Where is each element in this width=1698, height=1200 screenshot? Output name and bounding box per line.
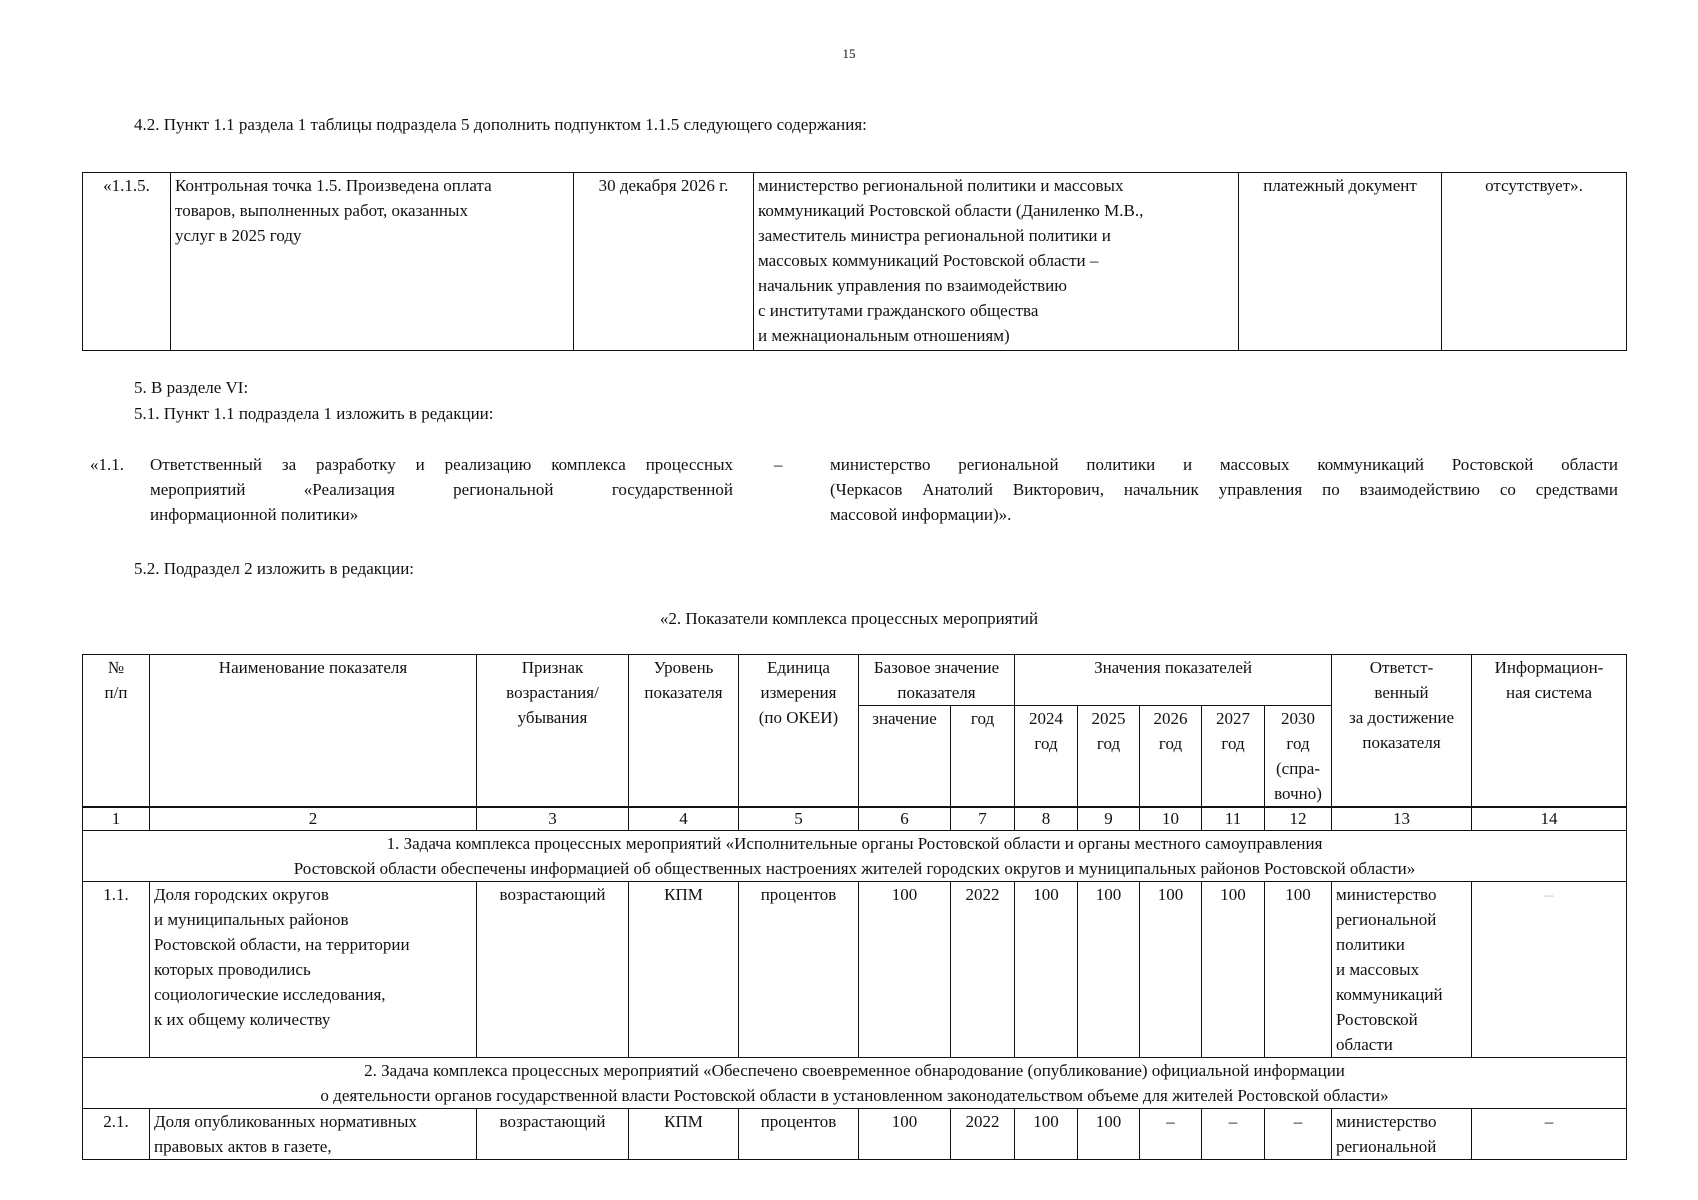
header-row — [83, 655, 1627, 706]
paragraph-5-2: 5.2. Подраздел 2 изложить в редакции: — [134, 559, 415, 578]
block-left-line: информационной политики» — [150, 505, 359, 524]
resp-line: коммуникаций — [1336, 985, 1443, 1004]
paragraph-5-1: 5.1. Пункт 1.1 подраздела 1 изложить в редакции: — [134, 404, 494, 423]
cell-document: платежный документ — [1239, 173, 1442, 351]
task-heading-1 — [83, 831, 1627, 882]
header-line: п/п — [104, 683, 128, 702]
block-left-text — [150, 452, 733, 527]
base-year: 2022 — [951, 1109, 1015, 1160]
value-2026: – — [1140, 1109, 1202, 1160]
column-number: 9 — [1078, 807, 1140, 831]
cell-name — [171, 173, 574, 351]
value-2027: – — [1202, 1109, 1265, 1160]
header-line: Уровень — [653, 658, 714, 677]
header-number — [83, 655, 150, 808]
indicator-name — [150, 1109, 477, 1160]
indicators-table — [82, 654, 1627, 1160]
resp-line: Ростовской — [1336, 1010, 1418, 1029]
name-line: которых проводились — [154, 960, 311, 979]
column-number: 5 — [739, 807, 859, 831]
row-number: 2.1. — [83, 1109, 150, 1160]
value-2024: 100 — [1015, 882, 1078, 1058]
block-right-text — [830, 452, 1618, 527]
task-row — [83, 831, 1627, 882]
name-line: к их общему количеству — [154, 1010, 331, 1029]
header-line: (по ОКЕИ) — [758, 708, 839, 727]
name-line: правовых актов в газете, — [154, 1137, 332, 1156]
header-line: показателя — [644, 683, 723, 702]
header-sign — [477, 655, 629, 808]
task-line: 2. Задача комплекса процессных мероприятий «Обеспечено своевременное обнародование (опубликование) официальной информации — [364, 1061, 1345, 1080]
column-number: 12 — [1265, 807, 1332, 831]
name-line: Доля городских округов — [154, 885, 329, 904]
header-line: год — [1034, 734, 1058, 753]
header-name: Наименование показателя — [150, 655, 477, 808]
column-number: 4 — [629, 807, 739, 831]
responsible-line: с институтами гражданского общества — [758, 301, 1039, 320]
resp-line: и массовых — [1336, 960, 1420, 979]
name-line: и муниципальных районов — [154, 910, 349, 929]
header-line: Базовое значение — [873, 658, 1000, 677]
header-line: ная система — [1505, 683, 1593, 702]
value-2030: – — [1265, 1109, 1332, 1160]
header-level — [629, 655, 739, 808]
responsible-line: и межнациональным отношениям) — [758, 326, 1010, 345]
growth-sign: возрастающий — [477, 882, 629, 1058]
block-right-line: (Черкасов Анатолий Викторович, начальник управления по взаимодействию со средствами — [830, 480, 1618, 499]
header-year-2026 — [1140, 706, 1202, 808]
resp-line: области — [1336, 1035, 1393, 1054]
column-number: 11 — [1202, 807, 1265, 831]
cell-system: отсутствует». — [1442, 173, 1627, 351]
table-row — [83, 882, 1627, 1058]
value-2030: 100 — [1265, 882, 1332, 1058]
column-number: 10 — [1140, 807, 1202, 831]
name-line: услуг в 2025 году — [175, 226, 302, 245]
header-base-value: значение — [859, 706, 951, 808]
page-number: 15 — [842, 46, 856, 61]
column-number: 6 — [859, 807, 951, 831]
header-responsible — [1332, 655, 1472, 808]
header-values: Значения показателей — [1015, 655, 1332, 706]
header-line: возрастания/ — [506, 683, 599, 702]
header-line: 2026 — [1153, 709, 1188, 728]
growth-sign: возрастающий — [477, 1109, 629, 1160]
column-number: 13 — [1332, 807, 1472, 831]
row-number: 1.1. — [83, 882, 150, 1058]
header-line: Признак — [521, 658, 584, 677]
column-number: 3 — [477, 807, 629, 831]
control-point-table — [82, 172, 1627, 351]
value-2026: 100 — [1140, 882, 1202, 1058]
responsible-line: заместитель министра региональной политики и — [758, 226, 1111, 245]
header-base-year: год — [951, 706, 1015, 808]
unit: процентов — [739, 882, 859, 1058]
header-year-2027 — [1202, 706, 1265, 808]
column-number: 7 — [951, 807, 1015, 831]
paragraph-5: 5. В разделе VI: — [134, 378, 249, 397]
responsible — [1332, 882, 1472, 1058]
header-line: венный — [1374, 683, 1429, 702]
responsible-line: начальник управления по взаимодействию — [758, 276, 1067, 295]
value-2027: 100 — [1202, 882, 1265, 1058]
header-line: показателя — [897, 683, 976, 702]
column-number-row — [83, 807, 1627, 831]
header-line: Единица — [767, 658, 830, 677]
column-number: 14 — [1472, 807, 1627, 831]
block-number: «1.1. — [90, 455, 124, 474]
header-line: Ответст- — [1369, 658, 1434, 677]
header-line: за достижение — [1349, 708, 1454, 727]
header-line: Информацион- — [1494, 658, 1604, 677]
unit: процентов — [739, 1109, 859, 1160]
info-system: – — [1472, 1109, 1627, 1160]
block-left-line: Ответственный за разработку и реализацию комплекса процессных — [150, 455, 733, 474]
header-line: убывания — [517, 708, 588, 727]
header-line: 2030 — [1281, 709, 1316, 728]
task-line: 1. Задача комплекса процессных мероприятий «Исполнительные органы Ростовской области и органы местного самоуправления — [386, 834, 1323, 853]
header-line: 2024 — [1029, 709, 1064, 728]
responsible-line: министерство региональной политики и массовых — [758, 176, 1124, 195]
task-heading-2 — [83, 1058, 1627, 1109]
base-value: 100 — [859, 882, 951, 1058]
task-line: о деятельности органов государственной власти Ростовской области в установленном законодательством объеме для жителей Ростовской области» — [320, 1086, 1389, 1105]
responsible-line: массовых коммуникаций Ростовской области – — [758, 251, 1099, 270]
header-line: измерения — [760, 683, 837, 702]
indicator-name — [150, 882, 477, 1058]
header-unit — [739, 655, 859, 808]
header-year-2025 — [1078, 706, 1140, 808]
cell-number: «1.1.5. — [83, 173, 171, 351]
header-line: год — [1221, 734, 1245, 753]
header-line: № — [107, 658, 125, 677]
header-year-2024 — [1015, 706, 1078, 808]
name-line: Доля опубликованных нормативных — [154, 1112, 417, 1131]
resp-line: министерство — [1336, 885, 1437, 904]
cell-responsible — [754, 173, 1239, 351]
resp-line: региональной — [1336, 1137, 1437, 1156]
responsible — [1332, 1109, 1472, 1160]
block-dash: – — [774, 455, 783, 474]
column-number: 2 — [150, 807, 477, 831]
name-line: Контрольная точка 1.5. Произведена оплата — [175, 176, 492, 195]
header-line: 2027 — [1216, 709, 1251, 728]
table-row — [83, 173, 1627, 351]
task-line: Ростовской области обеспечены информацией об общественных настроениях жителей городских округов и муниципальных районов Ростовской области» — [293, 859, 1416, 878]
column-number: 1 — [83, 807, 150, 831]
value-2025: 100 — [1078, 882, 1140, 1058]
block-left-line: мероприятий «Реализация региональной государственной — [150, 480, 733, 499]
name-line: товаров, выполненных работ, оказанных — [175, 201, 468, 220]
table-row — [83, 1109, 1627, 1160]
base-year: 2022 — [951, 882, 1015, 1058]
cell-date: 30 декабря 2026 г. — [574, 173, 754, 351]
header-year-2030 — [1265, 706, 1332, 808]
value-2025: 100 — [1078, 1109, 1140, 1160]
header-line: (спра- — [1276, 759, 1321, 778]
paragraph-4-2: 4.2. Пункт 1.1 раздела 1 таблицы подраздела 5 дополнить подпунктом 1.1.5 следующего содержания: — [134, 115, 867, 134]
header-line: 2025 — [1091, 709, 1126, 728]
header-line: показателя — [1362, 733, 1441, 752]
header-info-system — [1472, 655, 1627, 808]
name-line: Ростовской области, на территории — [154, 935, 410, 954]
header-line: год — [1158, 734, 1183, 753]
header-line: год — [1286, 734, 1310, 753]
value-2024: 100 — [1015, 1109, 1078, 1160]
column-number: 8 — [1015, 807, 1078, 831]
block-right-line: массовой информации)». — [830, 505, 1012, 524]
table-title: «2. Показатели комплекса процессных мероприятий — [659, 609, 1039, 628]
header-line: вочно) — [1274, 784, 1322, 803]
indicator-level: КПМ — [629, 882, 739, 1058]
header-base — [859, 655, 1015, 706]
resp-line: региональной — [1336, 910, 1437, 929]
responsible-line: коммуникаций Ростовской области (Даниленко М.В., — [758, 201, 1144, 220]
resp-line: министерство — [1336, 1112, 1437, 1131]
info-system: – — [1472, 882, 1627, 1058]
indicator-level: КПМ — [629, 1109, 739, 1160]
name-line: социологические исследования, — [154, 985, 386, 1004]
resp-line: политики — [1336, 935, 1405, 954]
task-row — [83, 1058, 1627, 1109]
header-line: год — [1096, 734, 1121, 753]
block-right-line: министерство региональной политики и массовых коммуникаций Ростовской области — [830, 455, 1618, 474]
base-value: 100 — [859, 1109, 951, 1160]
